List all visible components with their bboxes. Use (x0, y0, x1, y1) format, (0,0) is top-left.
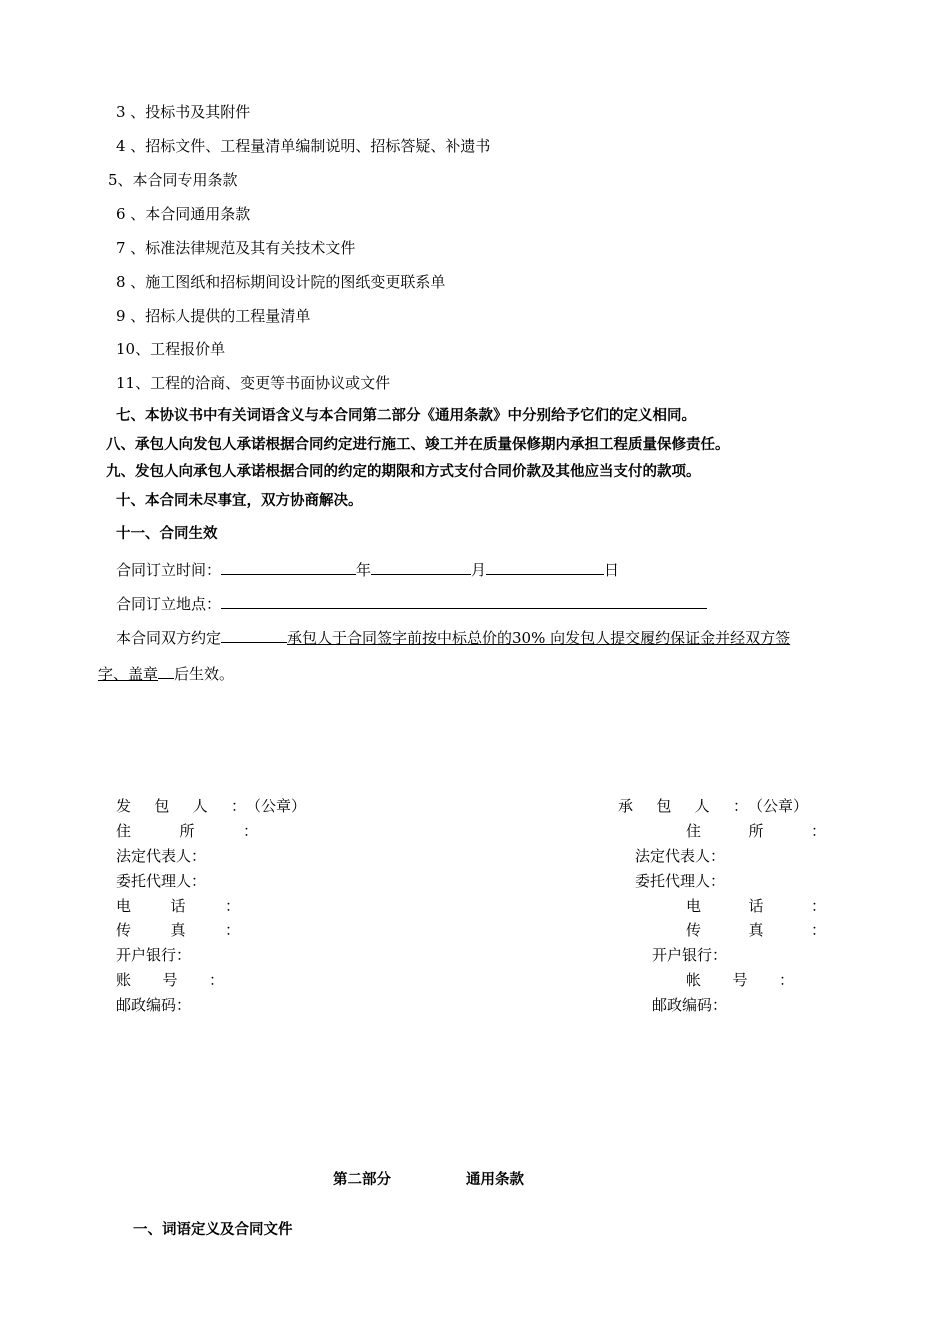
agreement-underlined: 承包人于合同签字前按中标总价的30% 向发包人提交履约保证金并经双方签 (287, 629, 791, 647)
employer-postcode: 邮政编码： (116, 996, 192, 1014)
employer-account (116, 970, 224, 990)
contractor-phone-label: 电 话 ： (686, 897, 826, 915)
employer-address (116, 821, 258, 841)
year-blank (221, 558, 356, 575)
agreement-line2-gap (158, 662, 174, 679)
list-item-5: 5、本合同专用条款 (108, 171, 238, 189)
contractor-title-row (618, 796, 808, 816)
contractor-account-label: 帐 号 ： (686, 971, 794, 989)
clause-seven: 七、本协议书中有关词语含义与本合同第二部分《通用条款》中分别给予它们的定义相同。 (116, 408, 696, 424)
employer-account-label: 账 号 ： (116, 971, 224, 989)
employer-bank: 开户银行： (116, 946, 192, 964)
employer-title-label: 发 包 人 ： (116, 797, 246, 815)
agreement-gap (221, 626, 287, 643)
employer-fax-label: 传 真 ： (116, 921, 240, 939)
employer-phone (116, 896, 240, 916)
clause-ten: 十、本合同未尽事宜，双方协商解决。 (116, 493, 363, 509)
contractor-agent: 委托代理人： (635, 872, 726, 890)
contractor-fax (686, 920, 826, 940)
list-item-6: 6 、本合同通用条款 (116, 205, 251, 223)
contractor-fax-label: 传 真 ： (686, 921, 826, 939)
signing-place-label: 合同订立地点： (116, 595, 222, 613)
contractor-address-label: 住 所 ： (686, 822, 826, 840)
part-two-heading-a: 第二部分 (333, 1172, 391, 1188)
agreement-suffix: 后生效。 (174, 665, 235, 683)
employer-agent: 委托代理人： (116, 872, 207, 890)
signing-time-row (116, 558, 619, 580)
agreement-line2-underlined: 字、盖章 (98, 665, 159, 683)
agreement-prefix: 本合同双方约定 (116, 629, 222, 647)
list-item-8: 8 、施工图纸和招标期间设计院的图纸变更联系单 (116, 273, 446, 291)
year-label: 年 (356, 561, 372, 579)
list-item-9: 9 、招标人提供的工程量清单 (116, 307, 311, 325)
employer-phone-label: 电 话 ： (116, 897, 240, 915)
list-item-3: 3 、投标书及其附件 (116, 103, 251, 121)
month-blank (371, 558, 471, 575)
clause-eight: 八、承包人向发包人承诺根据合同约定进行施工、竣工并在质量保修期内承担工程质量保修责任。 (106, 437, 730, 453)
employer-address-label: 住 所 ： (116, 822, 258, 840)
list-item-7: 7 、标准法律规范及其有关技术文件 (116, 239, 356, 257)
employer-seal: （公章） (246, 797, 307, 815)
agreement-line-1 (116, 626, 790, 648)
part-two-section-one: 一、词语定义及合同文件 (133, 1222, 293, 1238)
list-item-4: 4 、招标文件、工程量清单编制说明、招标答疑、补遗书 (116, 137, 491, 155)
day-blank (486, 558, 604, 575)
clause-nine: 九、发包人向承包人承诺根据合同的约定的期限和方式支付合同价款及其他应当支付的款项。 (106, 464, 701, 480)
contractor-phone (686, 896, 826, 916)
signing-time-label: 合同订立时间： (116, 561, 222, 579)
agreement-line-2 (98, 662, 234, 684)
day-label: 日 (604, 561, 620, 579)
contractor-address (686, 821, 826, 841)
list-item-11: 11、工程的洽商、变更等书面协议或文件 (116, 374, 391, 392)
list-item-10: 10、工程报价单 (116, 340, 226, 358)
contractor-seal: （公章） (748, 797, 809, 815)
month-label: 月 (471, 561, 487, 579)
clause-eleven: 十一、合同生效 (116, 526, 218, 542)
employer-legal-rep: 法定代表人： (116, 847, 207, 865)
contractor-legal-rep: 法定代表人： (635, 847, 726, 865)
employer-fax (116, 920, 240, 940)
place-blank (221, 592, 707, 609)
contractor-bank: 开户银行： (652, 946, 728, 964)
contractor-title-label: 承 包 人 ： (618, 797, 748, 815)
contractor-account (686, 970, 794, 990)
employer-title-row (116, 796, 306, 816)
contractor-postcode: 邮政编码： (652, 996, 728, 1014)
part-two-heading-b: 通用条款 (466, 1172, 524, 1188)
signing-place-row (116, 592, 707, 614)
